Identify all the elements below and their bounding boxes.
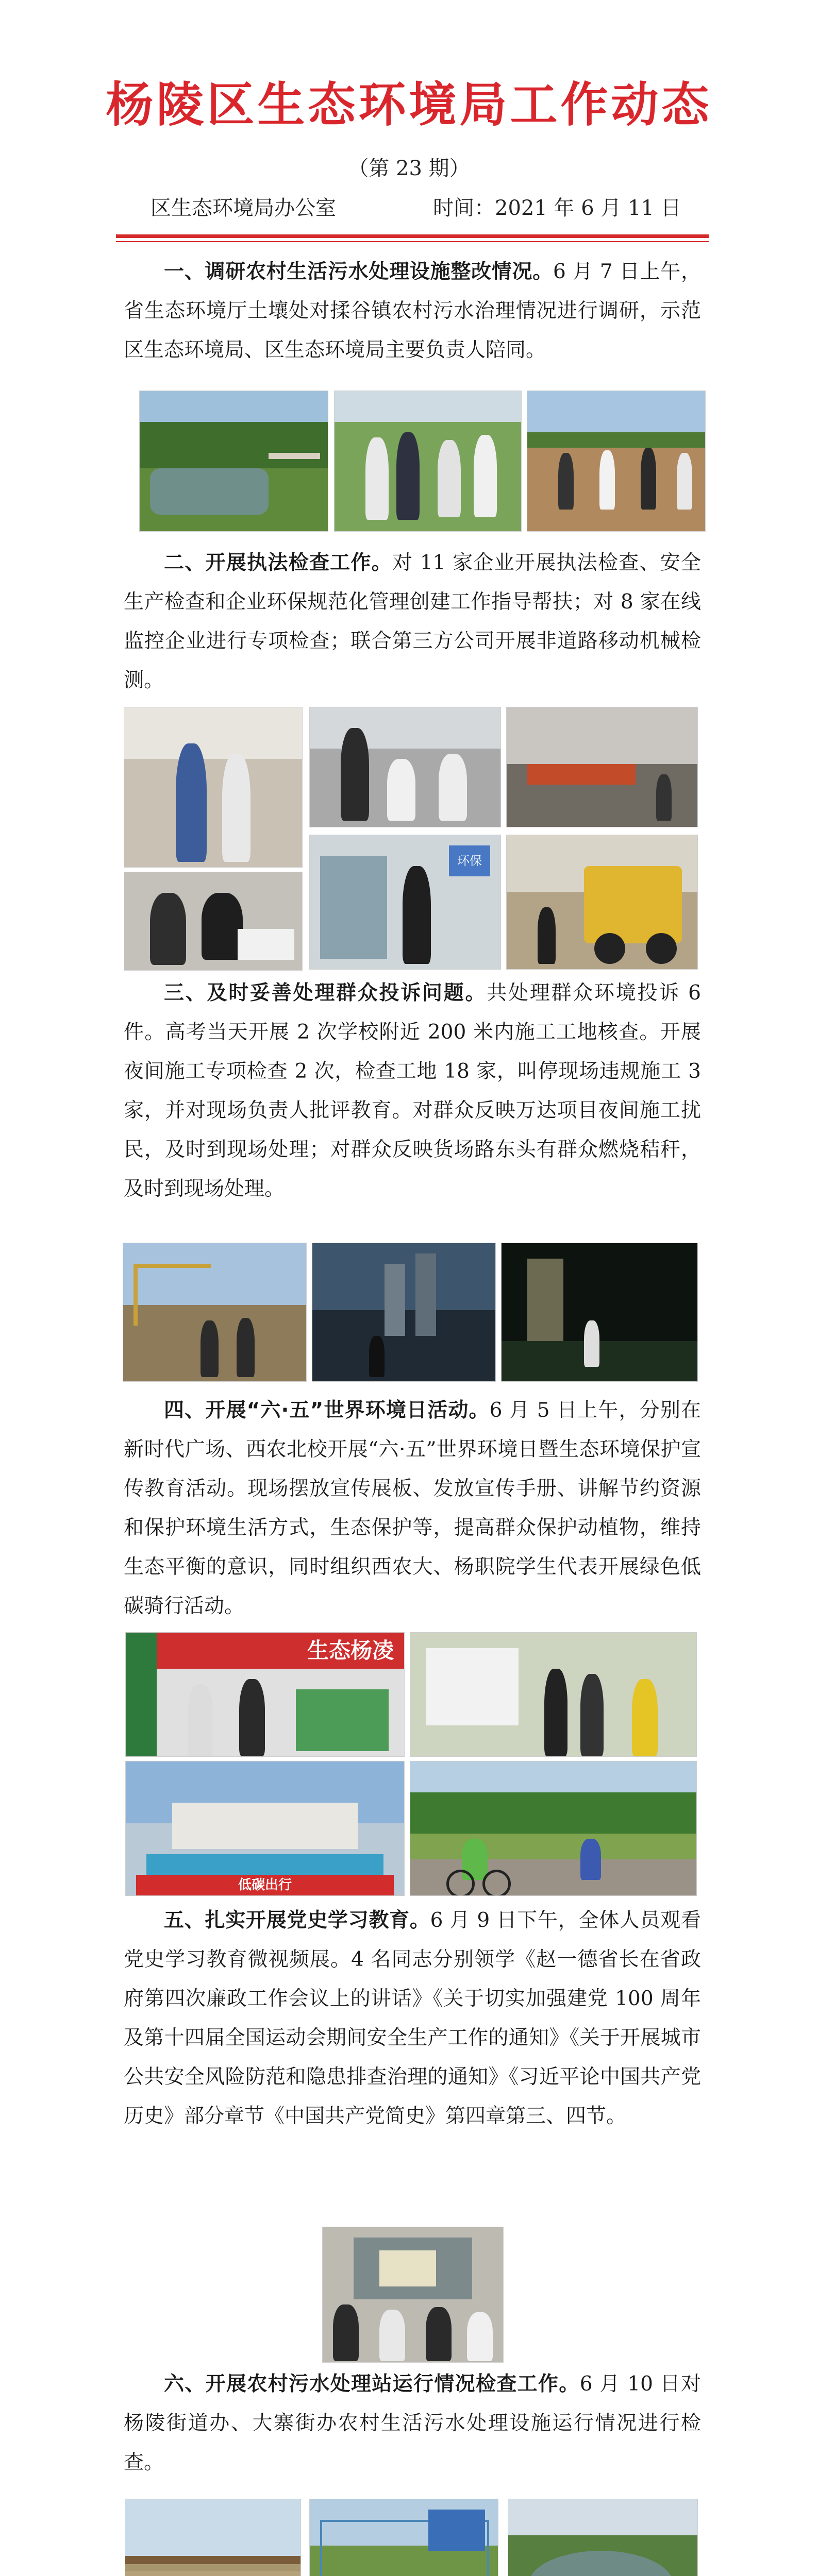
issuing-office: 区生态环境局办公室	[151, 196, 336, 220]
section-2	[124, 544, 701, 700]
photo-pond-site	[139, 391, 328, 532]
document-title: 杨陵区生态环境局工作动态	[106, 77, 712, 132]
section-5	[124, 1901, 701, 2136]
photo-group-with-banner	[125, 1761, 405, 1896]
photo-factory-hall	[506, 707, 698, 827]
photo-environment-day-booth	[125, 1632, 405, 1757]
issue-number: （第 23 期）	[348, 157, 470, 180]
section-1-heading: 一、调研农村生活污水处理设施整改情况。	[164, 260, 553, 283]
section-4	[124, 1391, 701, 1626]
photo-sewage-pond	[508, 2499, 698, 2576]
photo-night-construction-2	[501, 1243, 698, 1382]
header-divider	[116, 234, 709, 238]
photo-banner-text-2: 低碳出行	[136, 1875, 394, 1895]
photo-green-cycling	[410, 1761, 697, 1896]
section-4-heading: 四、开展“六·五”世界环境日活动。	[164, 1399, 490, 1422]
photo-sewage-station-2	[309, 2499, 498, 2576]
photo-monitoring-room	[309, 835, 501, 970]
section-4-body: 6 月 5 日上午，分别在新时代广场、西农北校开展“六·五”世界环境日暨生态环境保护宣传教育活动。现场摆放宣传展板、发放宣传手册、讲解节约资源和保护环境生活方式，生态保护等，提高群众保护动植物，维持生态平衡的意识，同时组织西农大、杨职院学生代表开展绿色低碳骑行活动。	[124, 1399, 701, 1618]
photo-students-booth	[410, 1632, 697, 1757]
photo-night-construction-1	[312, 1243, 496, 1382]
section-3	[124, 974, 701, 1209]
section-3-heading: 三、及时妥善处理群众投诉问题。	[164, 981, 487, 1005]
header-divider-thin	[116, 241, 709, 242]
photo-enterprise-inspection-1	[124, 707, 303, 868]
photo-party-history-study	[322, 2227, 504, 2363]
section-1	[124, 252, 701, 370]
photo-machinery-test	[506, 835, 698, 970]
section-6-body: 6 月 10 日对杨陵街道办、大寨街办农村生活污水处理设施运行情况进行检查。	[124, 2372, 701, 2474]
photo-construction-site-day	[123, 1243, 307, 1382]
section-5-heading: 五、扎实开展党史学习教育。	[164, 1909, 430, 1932]
section-3-body: 共处理群众环境投诉 6 件。高考当天开展 2 次学校附近 200 米内施工工地核查。开展夜间施工专项检查 2 次，检查工地 18 家，叫停现场违规施工 3 家，并对现场负责人批评教育。对群众反映万达项目夜间施工扰民，及时到现场处理；对群众反映货场路东头有群众燃烧秸秆，及时到现场处理。	[124, 981, 701, 1200]
section-6-heading: 六、开展农村污水处理站运行情况检查工作。	[164, 2372, 580, 2396]
section-6	[124, 2365, 701, 2482]
section-5-body: 6 月 9 日下午，全体人员观看党史学习教育微视频展。4 名同志分别领学《赵一德省长在省政府第四次廉政工作会议上的讲话》《关于切实加强建党 100 周年及第十四届全国运动会期间安全生产工作的通知》《关于开展城市公共安全风险防范和隐患排查治理的通知》《习近平论中国共产党历史》部分章节《中国共产党简史》第四章第三、四节。	[124, 1909, 701, 2128]
photo-enterprise-inspection-2	[124, 872, 303, 971]
photo-sign-text: 环保	[449, 845, 490, 876]
photo-field-walk	[527, 391, 706, 532]
photo-banner-text: 生态杨凌	[157, 1633, 404, 1669]
photo-officials-inspection	[334, 391, 522, 532]
section-2-body: 对 11 家企业开展执法检查、安全生产检查和企业环保规范化管理创建工作指导帮扶；对 8 家在线监控企业进行专项检查；联合第三方公司开展非道路移动机械检测。	[124, 551, 701, 692]
photo-workshop-check	[309, 707, 501, 827]
photo-sewage-station-1	[125, 2499, 301, 2576]
section-1-body: 6 月 7 日上午，省生态环境厅土壤处对揉谷镇农村污水治理情况进行调研，示范区生态环境局、区生态环境局主要负责人陪同。	[124, 260, 701, 362]
section-2-heading: 二、开展执法检查工作。	[164, 551, 392, 574]
issue-date: 时间：2021 年 6 月 11 日	[433, 196, 681, 220]
